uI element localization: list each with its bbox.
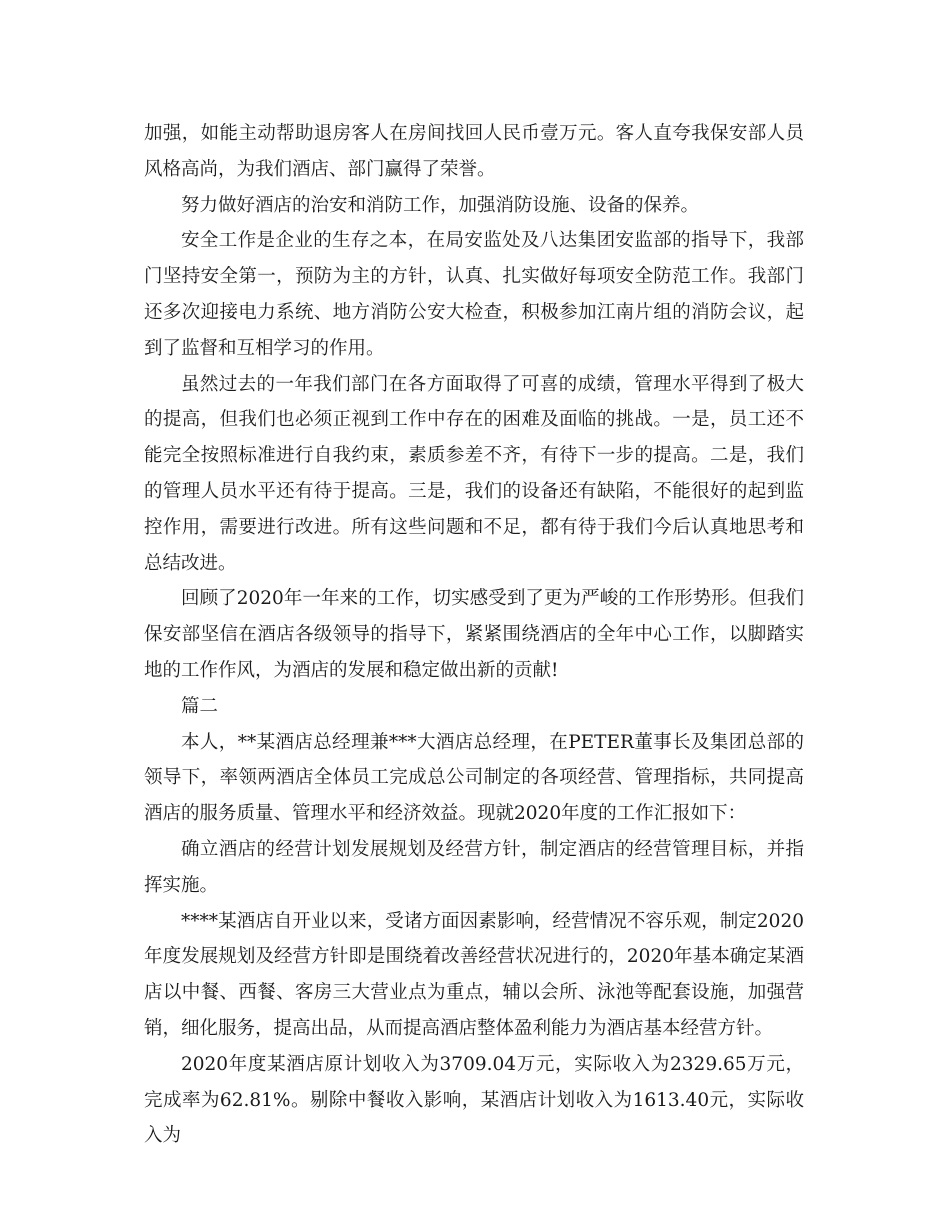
paragraph-8: ****某酒店自开业以来，受诸方面因素影响，经营情况不容乐观，制定2020年度发展规划及经营方针即是围绕着改善经营状况进行的，2020年基本确定某酒店以中餐、西餐、客房三大营业点为重点，辅以会所、泳池等配套设施，加强营销，细化服务，提高出品，从而提高酒店整体盈利能力为酒店基本经营方针。 — [144, 910, 804, 1039]
paragraph-1: 加强，如能主动帮助退房客人在房间找回人民币壹万元。客人直夸我保安部人员风格高尚，为我们酒店、部门赢得了荣誉。 — [144, 123, 804, 180]
paragraph-4: 虽然过去的一年我们部门在各方面取得了可喜的成绩，管理水平得到了极大的提高，但我们也必须正视到工作中存在的困难及面临的挑战。一是，员工还不能完全按照标准进行自我约束，素质参差不齐，有待下一步的提高。二是，我们的管理人员水平还有待于提高。三是，我们的设备还有缺陷，不能很好的起到监控作用，需要进行改进。所有这些问题和不足，都有待于我们今后认真地思考和总结改进。 — [144, 373, 804, 574]
paragraph-3: 安全工作是企业的生存之本，在局安监处及八达集团安监部的指导下，我部门坚持安全第一，预防为主的方针，认真、扎实做好每项安全防范工作。我部门还多次迎接电力系统、地方消防公安大检查，积极参加江南片组的消防会议，起到了监督和互相学习的作用。 — [144, 230, 804, 359]
paragraph-9: 2020年度某酒店原计划收入为3709.04万元，实际收入为2329.65万元，完成率为62.81%。剔除中餐收入影响，某酒店计划收入为1613.40元，实际收入为 — [144, 1053, 804, 1147]
document-body — [144, 116, 804, 1154]
paragraph-2: 努力做好酒店的治安和消防工作，加强消防设施、设备的保养。 — [181, 194, 700, 216]
section-heading: 篇二 — [181, 695, 219, 717]
paragraph-6: 本人，**某酒店总经理兼***大酒店总经理，在PETER董事长及集团总部的领导下，率领两酒店全体员工完成总公司制定的各项经营、管理指标，共同提高酒店的服务质量、管理水平和经济效益。现就2020年度的工作汇报如下： — [144, 731, 804, 825]
paragraph-7: 确立酒店的经营计划发展规划及经营方针，制定酒店的经营管理目标，并指挥实施。 — [144, 838, 804, 896]
paragraph-5: 回顾了2020年一年来的工作，切实感受到了更为严峻的工作形势形。但我们保安部坚信在酒店各级领导的指导下，紧紧围绕酒店的全年中心工作，以脚踏实地的工作作风，为酒店的发展和稳定做出新的贡献! — [144, 588, 804, 681]
